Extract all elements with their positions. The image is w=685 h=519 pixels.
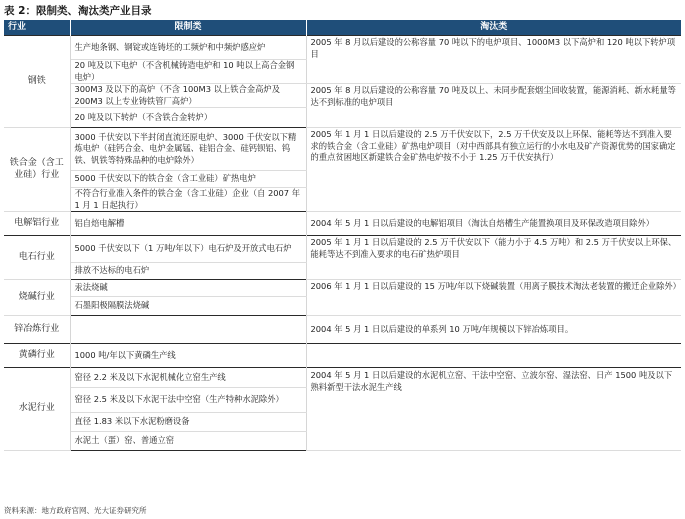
table-row: [4, 236, 681, 263]
industry-catalog-table: [4, 20, 681, 451]
restricted-item: 300M3 及以下的高炉（不含 100M3 以上铁合金高炉及200M3 以上专业铸铁管厂高炉）: [70, 84, 306, 108]
table-row: [4, 212, 681, 236]
eliminated-item: 2006 年 1 月 1 日以后建设的 15 万吨/年以下烧碱装置（用离子膜技术淘汰老装置的搬迁企业除外）: [306, 280, 681, 316]
industry-cell: 黄磷行业: [4, 344, 70, 368]
restricted-item: 3000 千伏安以下半封闭直流还原电炉、3000 千伏安以下精炼电炉（硅钙合金、电炉金属锰、硅铝合金、硅钙钡铝、钨铁、钒铁等特殊品种的电炉除外）: [70, 128, 306, 171]
restricted-item: 排放不达标的电石炉: [70, 263, 306, 280]
restricted-item: 水泥土（蛋）窑、普通立窑: [70, 432, 306, 451]
eliminated-item: 2005 年 8 月以后建设的公称容量 70 吨及以上、未同步配套烟尘回收装置，能源消耗、新水耗量等达不到标准的电炉项目: [306, 84, 681, 128]
table-title: 表 2：限制类、淘汰类产业目录: [4, 5, 152, 17]
table-row: [4, 344, 681, 368]
restricted-item: [70, 316, 306, 344]
restricted-item: 窑径 2.5 米及以下水泥干法中空窑（生产特种水泥除外）: [70, 388, 306, 413]
table-row: [4, 36, 681, 60]
eliminated-item: 2005 年 1 月 1 日以后建设的 2.5 万千伏安以下，2.5 万千伏安及以上环保、能耗等达不到准入要求的铁合金（含工业硅）矿热电炉项目（对中西部具有独立运行的小水电及矿产资源优势的国家确定的重点贫困地区新建铁合金矿热电炉按不小于 1.25 万千伏安执行）: [306, 128, 681, 212]
table-row: [4, 316, 681, 344]
eliminated-item: [306, 344, 681, 368]
restricted-item: 20 吨及以下电炉（不含机械铸造电炉和 10 吨以上高合金钢电炉）: [70, 60, 306, 84]
restricted-item: 5000 千伏安以下的铁合金（含工业硅）矿热电炉: [70, 171, 306, 188]
header-eliminated: 淘汰类: [306, 20, 681, 36]
restricted-item: 汞法烧碱: [70, 280, 306, 297]
industry-cell: 电解铝行业: [4, 212, 70, 236]
header-row: [4, 20, 681, 36]
industry-cell: 烧碱行业: [4, 280, 70, 316]
header-restricted: 限制类: [70, 20, 306, 36]
restricted-item: 1000 吨/年以下黄磷生产线: [70, 344, 306, 368]
industry-cell: 钢铁: [4, 36, 70, 128]
restricted-item: 20 吨及以下转炉（不含铁合金转炉）: [70, 108, 306, 128]
restricted-item: 生产地条钢、钢锭或连铸坯的工频炉和中频炉感应炉: [70, 36, 306, 60]
header-industry: 行业: [4, 20, 70, 36]
restricted-item: 石墨阳极隔膜法烧碱: [70, 297, 306, 316]
table-row: [4, 368, 681, 388]
industry-cell: 铁合金（含工业硅）行业: [4, 128, 70, 212]
industry-cell: 水泥行业: [4, 368, 70, 451]
eliminated-item: 2005 年 8 月以后建设的公称容量 70 吨以下的电炉项目、1000M3 以下高炉和 120 吨以下转炉项目: [306, 36, 681, 84]
eliminated-item: 2005 年 1 月 1 日以后建设的 2.5 万千伏安以下（能力小于 4.5 万吨）和 2.5 万千伏安以上环保、能耗等达不到准入要求的电石矿热炉项目: [306, 236, 681, 280]
eliminated-item: 2004 年 5 月 1 日以后建设的水泥机立窑、干法中空窑、立波尔窑、湿法窑、日产 1500 吨及以下熟料新型干法水泥生产线: [306, 368, 681, 451]
table-row: [4, 280, 681, 297]
source-note: 资料来源：地方政府官网、光大证券研究所: [4, 506, 147, 515]
restricted-item: 直径 1.83 米以下水泥粉磨设备: [70, 413, 306, 432]
industry-cell: 电石行业: [4, 236, 70, 280]
table-row: [4, 84, 681, 108]
industry-cell: 锌冶炼行业: [4, 316, 70, 344]
eliminated-item: 2004 年 5 月 1 日以后建设的单系列 10 万吨/年规模以下锌冶炼项目。: [306, 316, 681, 344]
restricted-item: 铝自焙电解槽: [70, 212, 306, 236]
restricted-item: 不符合行业准入条件的铁合金（含工业硅）企业（自 2007 年 1 月 1 日起执行）: [70, 188, 306, 212]
table-row: [4, 128, 681, 171]
eliminated-item: 2004 年 5 月 1 日以后建设的电解铝项目（淘汰自焙槽生产能置换项目及环保改造项目除外）: [306, 212, 681, 236]
restricted-item: 窑径 2.2 米及以下水泥机械化立窑生产线: [70, 368, 306, 388]
restricted-item: 5000 千伏安以下（1 万吨/年以下）电石炉及开放式电石炉: [70, 236, 306, 263]
